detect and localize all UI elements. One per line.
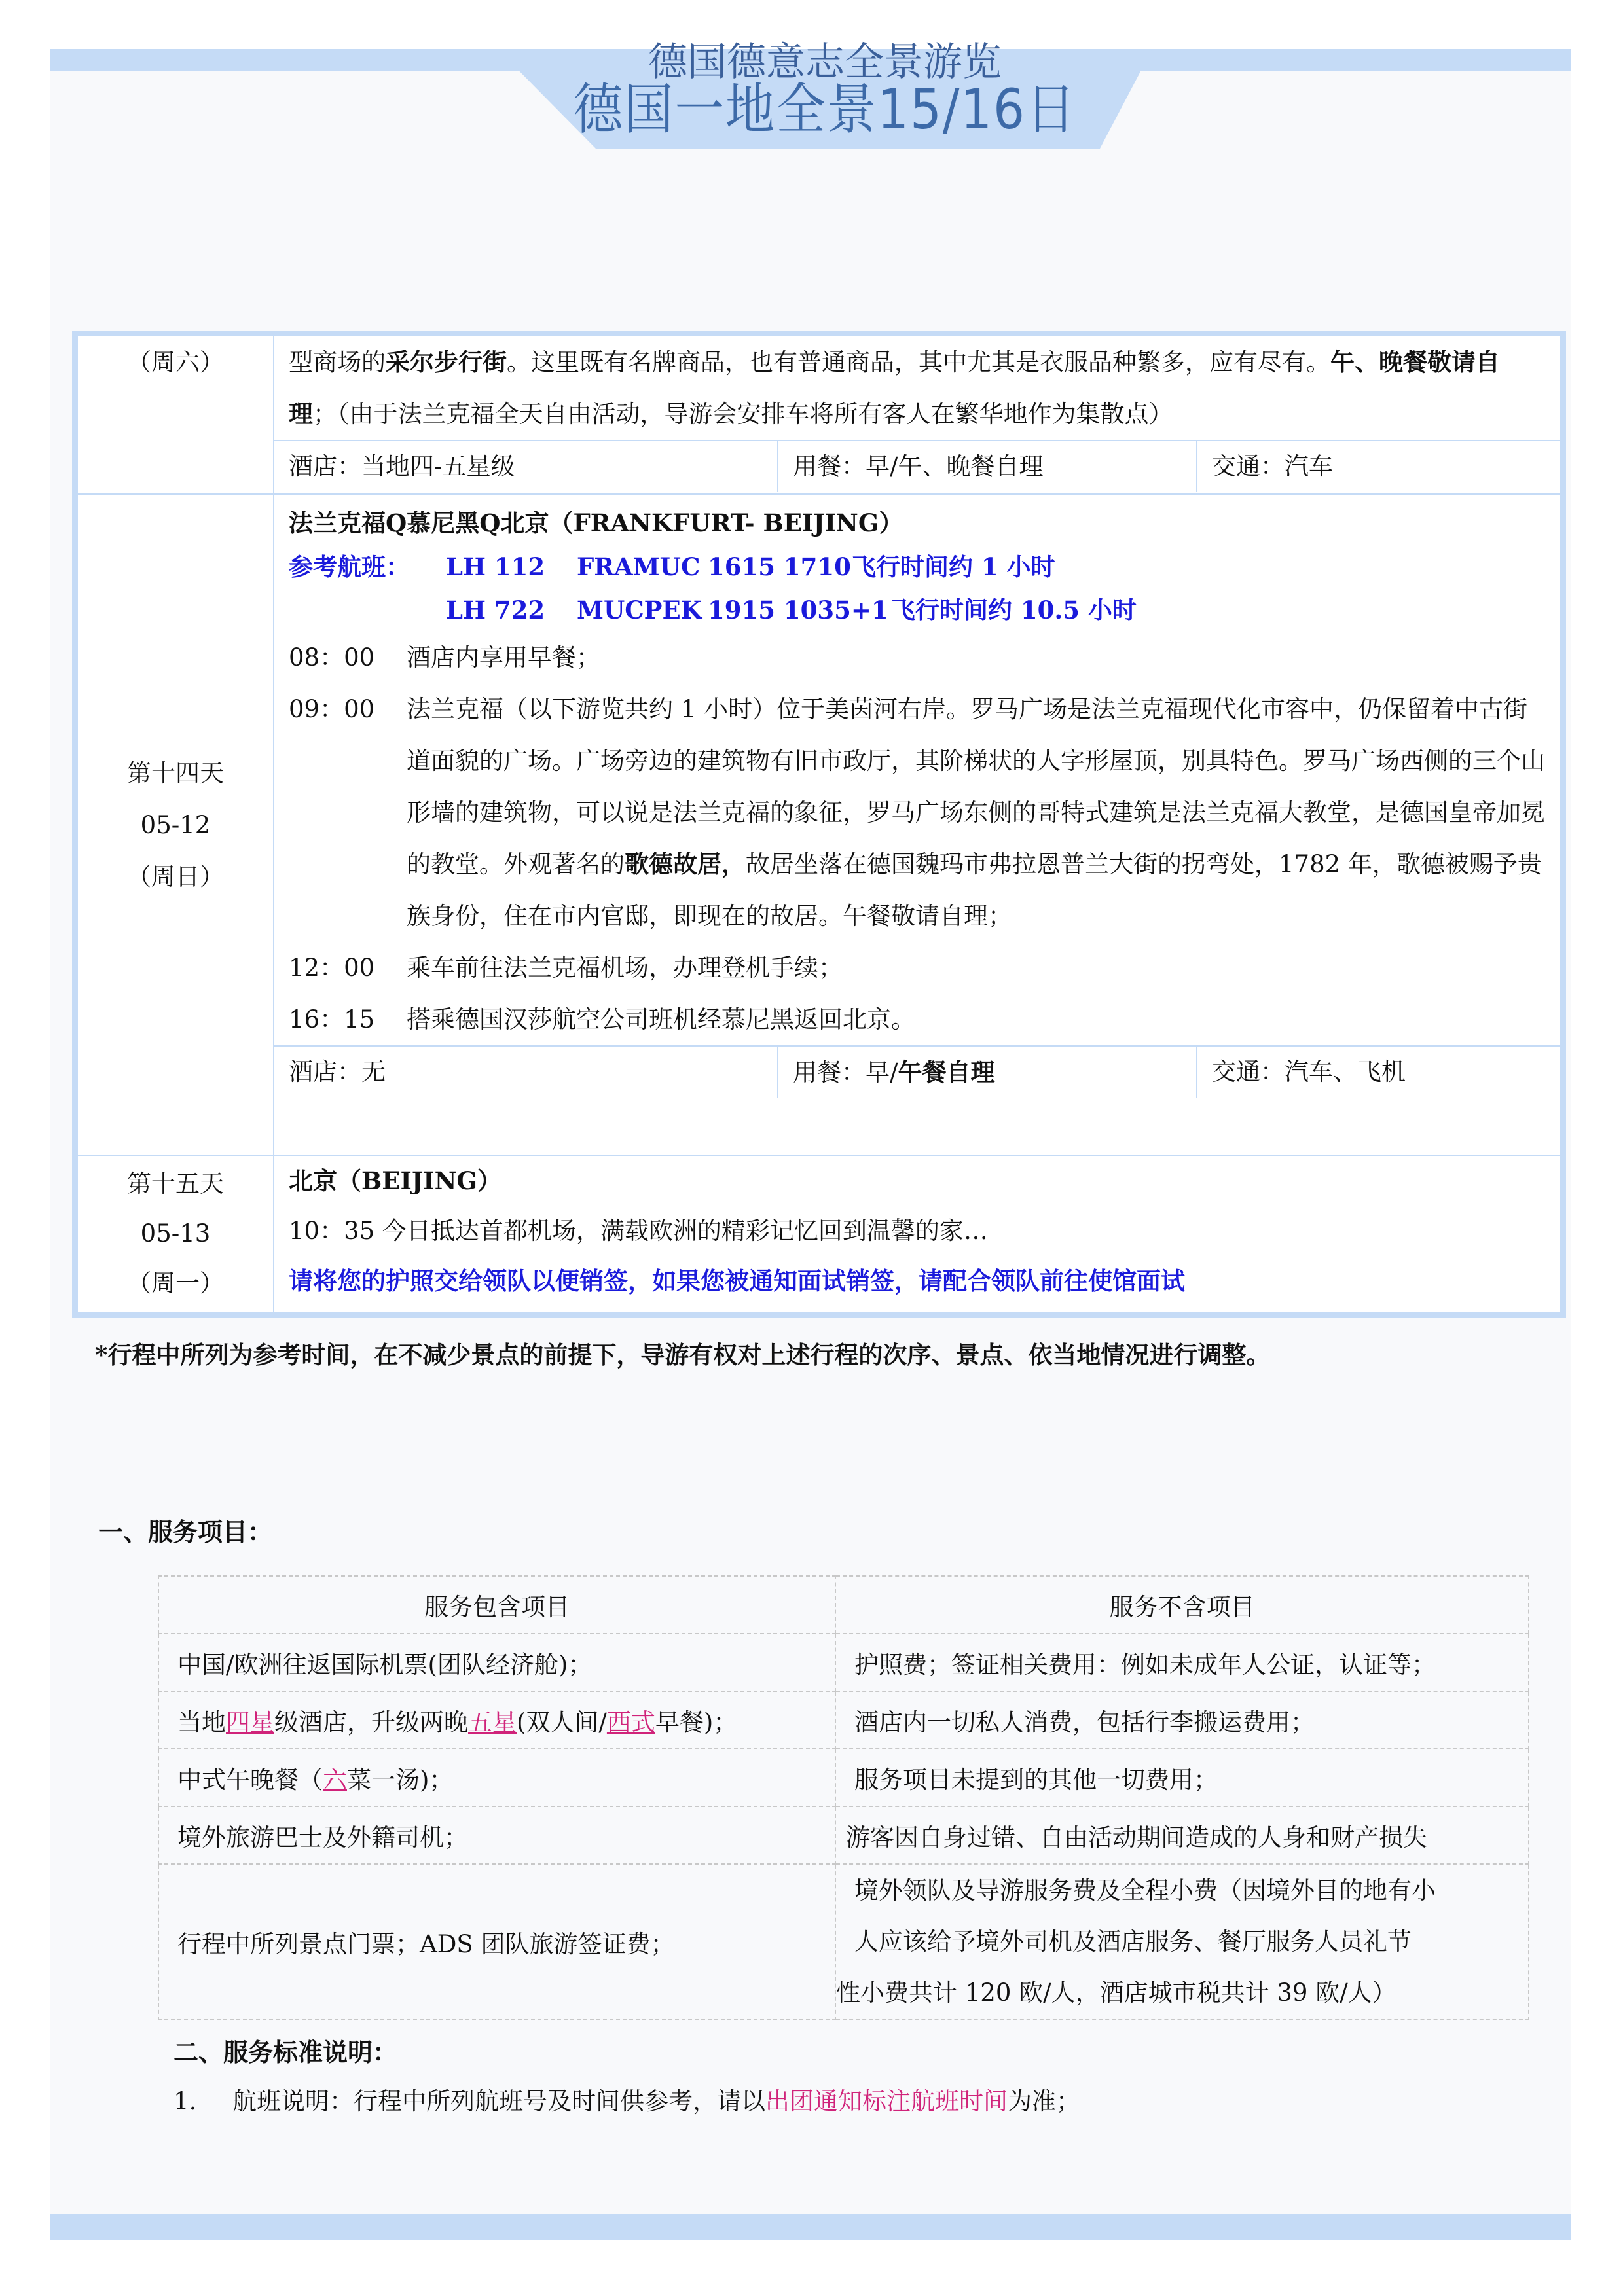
hotel-info: 酒店：当地四-五星级 bbox=[274, 441, 778, 492]
services-table: 服务包含项目 服务不含项目 中国/欧洲往返国际机票(团队经济舱)； 护照费；签证相关费用：例如未成年人公证，认证等； 当地四星级酒店，升级两晚五星(双人间/西式早餐)； 酒店内一切私人消费，包括行李搬运费用； 中式午晚餐（六菜一汤)； 服务项目未提到的其他一切费用； 境外旅游巴士及外籍司机； 游客因自身过错、自由活动期间造成的人身和财产损失 行程中所列景点门票；ADS 团队旅游签证费； 境外领队及导游服务费及全程小费（因境外目的地有小 人应该给予境外司机及酒店服务、餐厅服务人员礼节 性小费共计 120 欧/人，酒店城市税共计 39 欧/人） bbox=[158, 1575, 1529, 2020]
itinerary-table bbox=[72, 331, 1566, 1318]
footer-band bbox=[50, 2214, 1571, 2240]
itinerary-note: *行程中所列为参考时间，在不减少景点的前提下，导游有权对上述行程的次序、景点、依当地情况进行调整。 bbox=[95, 1340, 1271, 1369]
day-info-bar: 酒店：无 用餐：早/午餐自理 交通：汽车、飞机 bbox=[274, 1045, 1560, 1098]
transport-info: 交通：汽车 bbox=[1212, 452, 1333, 480]
col-header-excluded: 服务不含项目 bbox=[835, 1576, 1529, 1634]
day-description: 型商场的采尔步行街。这里既有名牌商品，也有普通商品，其中尤其是衣服品种繁多，应有尽有。午、晚餐敬请自理；（由于法兰克福全天自由活动，导游会安排车将所有客人在繁华地作为集散点） bbox=[289, 348, 1500, 428]
day-cell: 第十五天 05-13 （周一） bbox=[77, 1155, 274, 1312]
day-content bbox=[274, 336, 1561, 494]
meal-info: 用餐：早/午、晚餐自理 bbox=[778, 441, 1197, 492]
schedule: 08：00 酒店内享用早餐； 09：00 法兰克福（以下游览共约 1 小时）位于美茵河右岸。罗马广场是法兰克福现代化市容中，仍保留着中古街道面貌的广场。广场旁边的建筑物有旧市政厅，其阶梯状的人字形屋顶，别具特色。罗马广场西侧的三个山形墙的建筑物，可以说是法兰克福的象征，罗马广场东侧的哥特式建筑是法兰克福大教堂，是德国皇帝加冕的教堂。外观著名的歌德故居，故居坐落在德国魏玛市弗拉恩普兰大街的拐弯处，1782 年，歌德被赐予贵族身份，住在市内官邸，即现在的故居。午餐敬请自理； 12：00 乘车前往法兰克福机场，办理登机手续； 16：15 搭乘德国汉莎航空公司班机经慕尼黑返回北京。 bbox=[289, 643, 1545, 1033]
header-title: 德国一地全景15/16日 bbox=[573, 77, 1077, 141]
flight-row: LH 722 MUCPEK 1915 1035+1 飞行时间约 10.5 小时 bbox=[446, 596, 1137, 624]
day-cell bbox=[77, 494, 274, 1155]
route-title: 法兰克福Q慕尼黑Q北京（FRANKFURT- BEIJING） bbox=[289, 509, 903, 537]
flight-row: 参考航班： LH 112 FRAMUC 1615 1710 飞行时间约 1 小时 bbox=[289, 552, 1055, 581]
day-date: 05-12 bbox=[140, 810, 211, 839]
day-cell bbox=[77, 336, 274, 494]
weekday: （周六） bbox=[127, 348, 224, 376]
day-info-bar bbox=[274, 440, 1560, 492]
day-number: 第十四天 bbox=[127, 759, 224, 787]
itinerary-row-day13 bbox=[77, 336, 1561, 494]
standards-heading: 二、服务标准说明： bbox=[173, 2037, 398, 2067]
services-heading: 一、服务项目： bbox=[98, 1517, 273, 1547]
day-content: 北京（BEIJING） 10：35 今日抵达首都机场，满载欧洲的精彩记忆回到温馨的家… 请将您的护照交给领队以便销签，如果您被通知面试销签，请配合领队前往使馆面试 bbox=[274, 1155, 1561, 1312]
standards-item: 1. 航班说明：行程中所列航班号及时间供参考，请以出团通知标注航班时间为准； bbox=[173, 2087, 1080, 2115]
header-subtitle bbox=[629, 26, 1021, 59]
itinerary-row-day15 bbox=[77, 1155, 1561, 1312]
visa-notice: 请将您的护照交给领队以便销签，如果您被通知面试销签，请配合领队前往使馆面试 bbox=[289, 1266, 1185, 1295]
day-content bbox=[274, 494, 1561, 1155]
weekday: （周日） bbox=[127, 862, 224, 891]
col-header-included: 服务包含项目 bbox=[158, 1576, 835, 1634]
itinerary-row-day14 bbox=[77, 494, 1561, 1155]
